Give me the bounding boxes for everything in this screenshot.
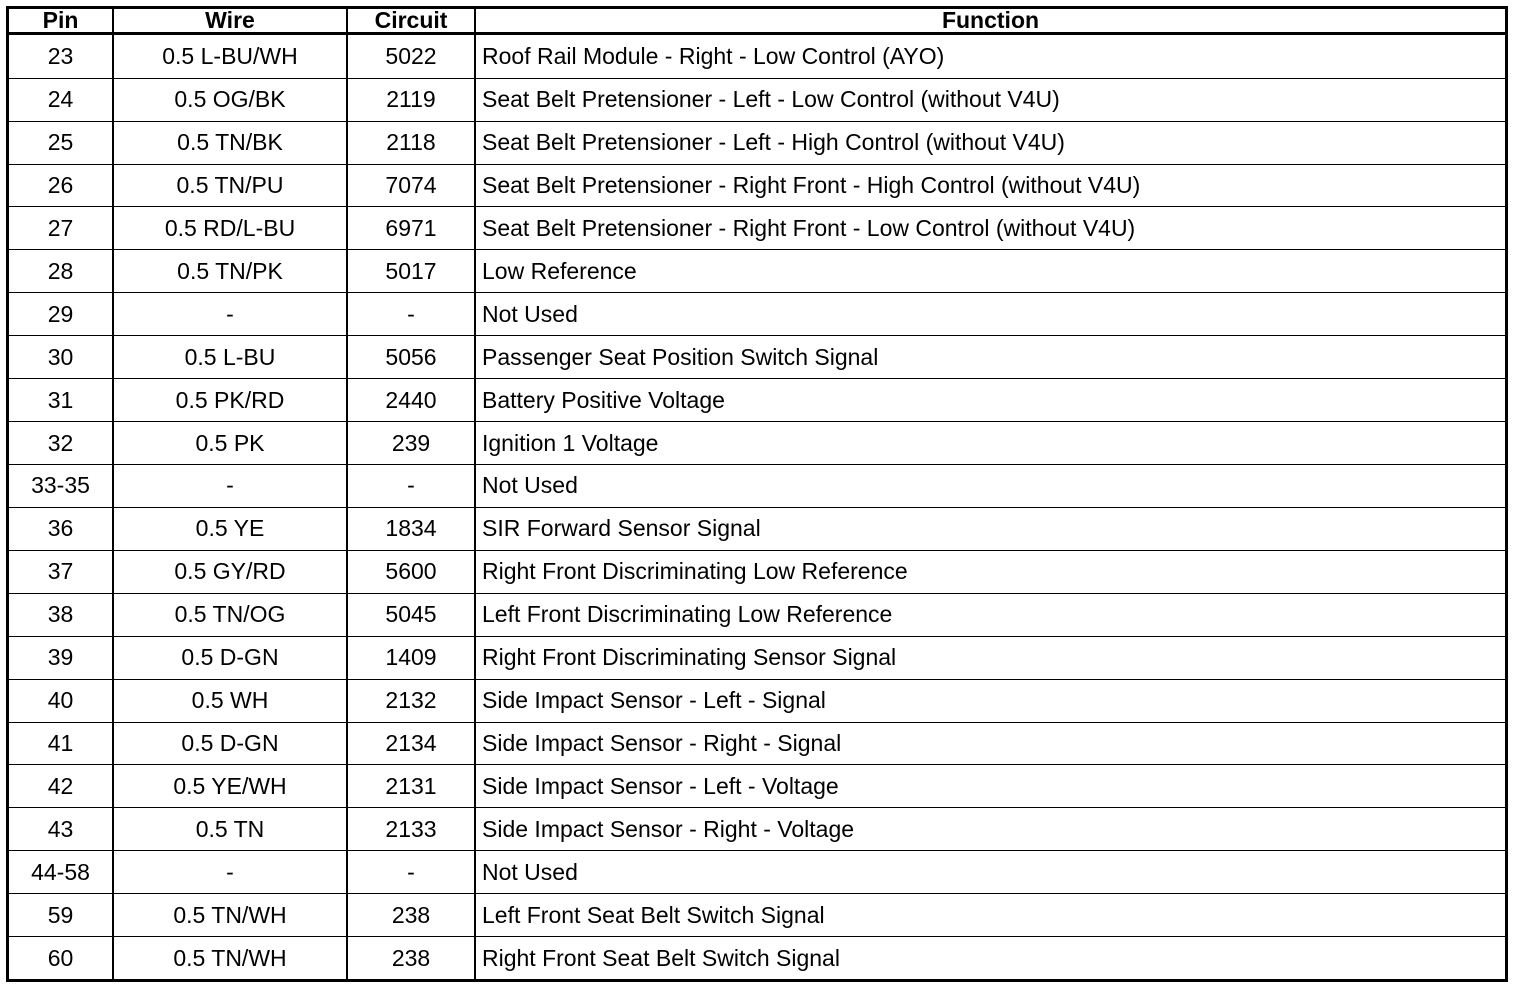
cell-wire: 0.5 TN/PK [113, 250, 347, 293]
table-row [9, 293, 1505, 336]
cell-circuit: 1409 [347, 636, 475, 679]
cell-function: Seat Belt Pretensioner - Left - High Control (without V4U) [475, 121, 1505, 164]
cell-circuit: 1834 [347, 507, 475, 550]
table-row [9, 722, 1505, 765]
cell-pin: 60 [9, 937, 113, 979]
table-row [9, 679, 1505, 722]
cell-wire: 0.5 TN/WH [113, 894, 347, 937]
cell-wire: 0.5 L-BU [113, 336, 347, 379]
cell-function: Passenger Seat Position Switch Signal [475, 336, 1505, 379]
table-row [9, 851, 1505, 894]
cell-function: Battery Positive Voltage [475, 379, 1505, 422]
cell-pin: 44-58 [9, 851, 113, 894]
table-row [9, 164, 1505, 207]
cell-function: Not Used [475, 465, 1505, 508]
cell-pin: 29 [9, 293, 113, 336]
cell-function: Side Impact Sensor - Left - Voltage [475, 765, 1505, 808]
cell-pin: 43 [9, 808, 113, 851]
table-row [9, 250, 1505, 293]
table-row [9, 379, 1505, 422]
cell-wire: - [113, 465, 347, 508]
cell-wire: 0.5 GY/RD [113, 550, 347, 593]
cell-pin: 24 [9, 78, 113, 121]
cell-circuit: 2134 [347, 722, 475, 765]
cell-wire: 0.5 RD/L-BU [113, 207, 347, 250]
cell-wire: 0.5 L-BU/WH [113, 34, 347, 79]
cell-pin: 32 [9, 422, 113, 465]
table-row [9, 507, 1505, 550]
cell-circuit: 5056 [347, 336, 475, 379]
cell-wire: - [113, 851, 347, 894]
cell-pin: 42 [9, 765, 113, 808]
cell-pin: 23 [9, 34, 113, 79]
cell-function: Not Used [475, 293, 1505, 336]
header-function: Function [475, 9, 1505, 34]
cell-pin: 37 [9, 550, 113, 593]
cell-pin: 27 [9, 207, 113, 250]
cell-pin: 39 [9, 636, 113, 679]
header-row [9, 9, 1505, 34]
cell-function: Seat Belt Pretensioner - Right Front - High Control (without V4U) [475, 164, 1505, 207]
cell-circuit: 5017 [347, 250, 475, 293]
cell-wire: 0.5 TN [113, 808, 347, 851]
cell-wire: 0.5 TN/PU [113, 164, 347, 207]
cell-wire: 0.5 PK [113, 422, 347, 465]
cell-circuit: 2440 [347, 379, 475, 422]
cell-wire: 0.5 TN/OG [113, 593, 347, 636]
cell-circuit: 7074 [347, 164, 475, 207]
table-row [9, 550, 1505, 593]
table-row [9, 34, 1505, 79]
cell-function: Roof Rail Module - Right - Low Control (AYO) [475, 34, 1505, 79]
cell-wire: 0.5 TN/WH [113, 937, 347, 979]
connector-pinout-table-frame [6, 6, 1508, 982]
cell-pin: 38 [9, 593, 113, 636]
table-row [9, 937, 1505, 979]
cell-function: Left Front Discriminating Low Reference [475, 593, 1505, 636]
table-row [9, 593, 1505, 636]
cell-function: Low Reference [475, 250, 1505, 293]
table-row [9, 894, 1505, 937]
table-row [9, 765, 1505, 808]
cell-circuit: 2118 [347, 121, 475, 164]
table-header [9, 9, 1505, 34]
cell-wire: 0.5 D-GN [113, 722, 347, 765]
cell-circuit: 6971 [347, 207, 475, 250]
header-pin: Pin [9, 9, 113, 34]
cell-function: Side Impact Sensor - Right - Voltage [475, 808, 1505, 851]
cell-circuit: 5045 [347, 593, 475, 636]
cell-function: Ignition 1 Voltage [475, 422, 1505, 465]
cell-pin: 30 [9, 336, 113, 379]
cell-function: Right Front Discriminating Low Reference [475, 550, 1505, 593]
cell-function: Not Used [475, 851, 1505, 894]
cell-circuit: 5600 [347, 550, 475, 593]
cell-function: Left Front Seat Belt Switch Signal [475, 894, 1505, 937]
cell-circuit: 239 [347, 422, 475, 465]
cell-circuit: 238 [347, 894, 475, 937]
cell-function: Side Impact Sensor - Left - Signal [475, 679, 1505, 722]
table-row [9, 121, 1505, 164]
cell-circuit: - [347, 465, 475, 508]
cell-circuit: - [347, 851, 475, 894]
cell-wire: 0.5 D-GN [113, 636, 347, 679]
cell-wire: 0.5 PK/RD [113, 379, 347, 422]
cell-wire: 0.5 WH [113, 679, 347, 722]
cell-circuit: 2133 [347, 808, 475, 851]
cell-circuit: 5022 [347, 34, 475, 79]
cell-function: Right Front Discriminating Sensor Signal [475, 636, 1505, 679]
header-circuit: Circuit [347, 9, 475, 34]
cell-circuit: 238 [347, 937, 475, 979]
cell-circuit: 2131 [347, 765, 475, 808]
cell-pin: 33-35 [9, 465, 113, 508]
cell-function: Side Impact Sensor - Right - Signal [475, 722, 1505, 765]
cell-pin: 59 [9, 894, 113, 937]
cell-wire: 0.5 YE/WH [113, 765, 347, 808]
cell-pin: 26 [9, 164, 113, 207]
cell-function: Seat Belt Pretensioner - Left - Low Control (without V4U) [475, 78, 1505, 121]
cell-function: Seat Belt Pretensioner - Right Front - Low Control (without V4U) [475, 207, 1505, 250]
table-row [9, 422, 1505, 465]
table-row [9, 207, 1505, 250]
cell-pin: 31 [9, 379, 113, 422]
cell-circuit: - [347, 293, 475, 336]
table-body [9, 34, 1505, 980]
cell-pin: 28 [9, 250, 113, 293]
header-wire: Wire [113, 9, 347, 34]
cell-circuit: 2132 [347, 679, 475, 722]
table-row [9, 808, 1505, 851]
table-row [9, 336, 1505, 379]
table-row [9, 636, 1505, 679]
cell-pin: 41 [9, 722, 113, 765]
cell-pin: 25 [9, 121, 113, 164]
table-row [9, 465, 1505, 508]
cell-wire: 0.5 TN/BK [113, 121, 347, 164]
cell-wire: - [113, 293, 347, 336]
table-row [9, 78, 1505, 121]
cell-wire: 0.5 YE [113, 507, 347, 550]
cell-pin: 40 [9, 679, 113, 722]
cell-circuit: 2119 [347, 78, 475, 121]
connector-pinout-table [9, 9, 1505, 979]
cell-wire: 0.5 OG/BK [113, 78, 347, 121]
cell-function: SIR Forward Sensor Signal [475, 507, 1505, 550]
cell-pin: 36 [9, 507, 113, 550]
cell-function: Right Front Seat Belt Switch Signal [475, 937, 1505, 979]
